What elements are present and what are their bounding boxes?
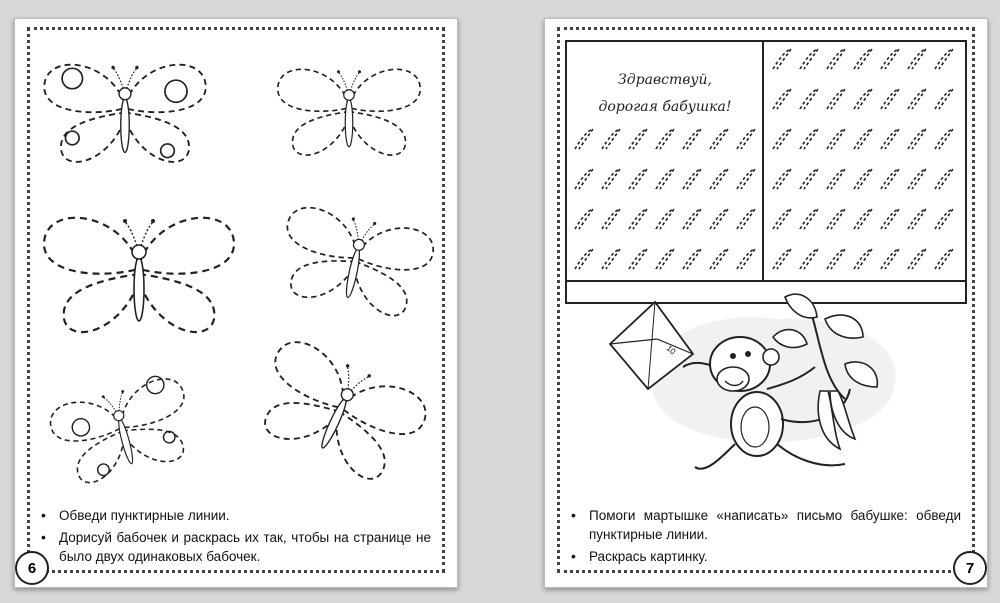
right-page [544,18,988,588]
bullet: • [571,507,576,523]
left-page [14,18,458,588]
butterfly-3 [44,218,234,332]
instruction-text: Обведи пунктирные линии. [59,508,230,523]
instruction-item [41,506,431,525]
instruction-item [571,506,961,544]
instruction-item [41,528,431,566]
greeting-line-1: Здравствуй, [618,72,712,88]
envelope-number: 10 [664,343,678,357]
butterfly-6 [245,334,432,490]
instruction-text: Дорисуй бабочек и раскрась их так, чтобы на странице не было двух одинаковых бабочек. [59,530,431,564]
butterfly-2 [278,69,421,155]
bullet: • [41,507,46,523]
left-instructions [41,506,431,569]
butterflies-illustration [15,19,457,499]
bullet: • [41,529,46,545]
instruction-text: Помоги мартышке «написать» письмо бабушке: обведи пунктирные линии. [589,508,961,542]
instruction-item [571,547,961,566]
butterfly-1 [44,65,206,162]
right-instructions [571,506,961,569]
monkey-illustration [610,294,896,469]
butterfly-5 [45,370,200,489]
letter-and-monkey-illustration [545,19,987,499]
bullet: • [571,548,576,564]
instruction-text: Раскрась картинку. [589,549,708,564]
page-number: 7 [953,551,987,585]
greeting-line-2: дорогая бабушка! [598,99,732,115]
page-number: 6 [15,551,49,585]
butterfly-4 [273,203,437,321]
